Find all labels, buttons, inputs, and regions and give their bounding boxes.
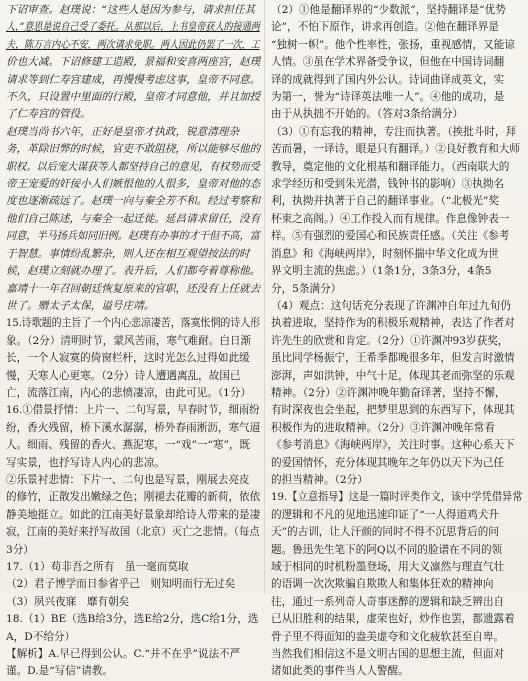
text-line: 静美地挺立。如此的江南美好景象却给诗人带来的是凄: [6, 508, 261, 521]
text-line: 15.诗歌题的主旨了一个内心悲凉凄苦，落寞怅惘的诗人形: [6, 317, 261, 330]
text-line: 18.（1）BE（选B给3分，选E给2分，选C给1分，选: [6, 613, 259, 626]
text-line: 题。鲁迅先生笔下的阿Q以不同的脸谱在不同的领: [271, 543, 503, 556]
text-line: 有时深夜也会坐起，把梦里思到的东西写下，体现其: [271, 404, 515, 417]
text-line: 许先生的欣赏和肯定。（2分）①许渊冲93岁获奖，: [271, 334, 509, 347]
text-line: 象。（2分）清明时节，蒙风苦雨，寒气难耐。白日渐: [6, 334, 252, 347]
text-line: 帝王宠爱的奸佞小人们嫉恨他的人很多，皇帝对他的态: [6, 178, 261, 191]
text-line: 执着进取，坚持作为的积极乐观精神，表达了作者对: [271, 317, 515, 330]
text-line: 于智慧。事情纷乱繁杂，则人还在相互观望按法的时: [6, 247, 250, 260]
text-line: 夫，陈万言内心不安，两次请求免职。两人因此仍罢了一次，工: [6, 38, 260, 51]
text-line: 下诏审查。赵璞说：“这些人是因为参与，请求担任其: [6, 4, 256, 16]
text-line: 求学经历和受到朱光潜，钱钟书的影响）③执拗名: [271, 178, 505, 191]
text-line: （4）观点：这句话充分表现了许渊冲自年过九旬仍: [271, 299, 511, 312]
column-divider: [264, 0, 265, 594]
text-line: 赵璞当尚书六年，正好是皇帝才执政，锐意清理杂: [6, 125, 240, 138]
text-line: 当然我们相信这不是文明古国的思想主流，但面对: [271, 648, 505, 661]
right-column: [271, 2, 523, 678]
left-column: [6, 2, 261, 678]
text-line: 16.①借景抒情：上片一、二句写景，早春时节，细雨纷: [6, 404, 260, 417]
text-line: （3）①有忘我的精神，专注而执著。（挨批斗时，拜: [271, 125, 517, 138]
text-line: 不久，只设置中里面的行殿，皇帝才同意他，并且加授: [6, 91, 261, 104]
text-line: 译的成就得到了国内外公认。诗词曲译成英文，实: [271, 73, 505, 86]
text-line: 利，执拗并执著于自己的翻译事业。（“北极光”奖: [271, 195, 499, 208]
text-line: 为第一，誉为“诗译英法唯一人”。④他的成功，是: [271, 91, 505, 104]
text-line: 分，5条满分）: [271, 282, 342, 295]
text-line: （3）夙兴夜寐 靡有朝矣: [6, 595, 130, 608]
text-line: 度也逐渐疏远了。赵璞一向与秦全芳不和。经过考察和: [6, 195, 261, 208]
text-line: 他们自己陈述，与秦全一起迁徙。延昌请求留任，没有: [6, 212, 261, 225]
text-line: 请求等到仁寿宫建成，再慢慢考虑这事，皇帝不同意。: [6, 73, 261, 86]
text-line: 杯束之高阁。）④工作投入而有规律。作息像钟表一: [271, 212, 510, 225]
text-line: 价也大减。下诏修建工造殿，景福和安喜两座宫，赵璞: [6, 56, 261, 69]
text-line: 世了。赠太子太保，谥号庄靖。: [6, 299, 155, 312]
text-line: 的担当精神。（2分）: [271, 473, 368, 486]
text-line: 3分）: [6, 543, 34, 556]
text-line: 澎湃，声如洪钟，中气十足，体现其老而弥坚的乐观: [271, 369, 515, 382]
text-line: 亡，流落江南，内心的悲愤凄凉，由此可见。（1分）: [6, 386, 252, 399]
text-line: 虽比同学杨振宁，王希季都晚很多年，但发言时激情: [271, 352, 515, 365]
text-line: 职权。以后宠大谋获等人都坚持自己的意见，有权势而受: [6, 160, 260, 173]
text-line: 嘉靖十一年召回朝廷恢复原来的官职，还没有上任就去: [6, 282, 261, 295]
text-line: 候，赵璞立刻就办理了。表升后，人们都夸着尊称他。: [6, 265, 261, 278]
text-line: 天”的古训，让人汗颜的同时不得不沉思背后的问: [271, 526, 499, 539]
text-line: 的逻辑和不凡的见地迅速印证了“一人得道鸡犬升: [271, 508, 499, 521]
text-line: 的修竹，正散发出嫩绿之色；刚褪去花瓣的新荷，依依: [6, 491, 261, 504]
text-line: 已从旧胜利的结果，虚荣也好，炒作也罢，都遗露着: [271, 613, 515, 626]
text-line: 苦而暑，一译诗，眼是只有翻译。）②良好教育和大师: [271, 143, 520, 156]
text-line: 谨。D.是“写信”请教。: [6, 665, 114, 678]
text-line: 教导，奠定他的文化根基和翻译能力。（西南联大的: [271, 160, 510, 173]
text-line: 长，一个人寂寞的倚窗栏杆，这时光怎么过得如此缓: [6, 352, 250, 365]
text-line: 【解析】A.早已得到公认。C.“并不在乎”说法不严: [6, 648, 241, 661]
text-line: 消息》和《海峡两岸》，时刻怀揣中华文化成为世: [271, 247, 499, 260]
text-line: 人情。③虽在学术界备受争议，但他在中国诗词翻: [271, 56, 505, 69]
text-line: 界文明主流的焦虑。）（1条1分，3条3分，4条5: [271, 265, 492, 278]
text-line: （2）①他是翻译界的“少数派”，坚持翻译是“优势: [271, 4, 506, 16]
text-line: 的爱国情怀，充分体现其晚年之年仍以天下为己任: [271, 456, 505, 469]
text-line: 寂，江南的美好来抒写故国（北京）灭亡之悲情。（每点: [6, 526, 260, 539]
text-line: 纷，香火残留，桥下溪水潺潺，桥外春雨淅沥，寒气逼: [6, 421, 261, 434]
text-line: 积极作为的进取精神。（2分）③许渊冲晚年常看: [271, 421, 495, 434]
text-line: 由于从执拙不开始的。（答对3条给满分）: [271, 108, 464, 121]
text-line: ②乐景衬悲情：下片一、二句也是写景，刚展去亮皮: [6, 473, 250, 486]
text-line: 人，”意思是说自己受了委托。从那以后，上书皇帝获人的接通两: [6, 21, 260, 34]
text-line: 《参考消息》《海峡两岸》，关注时事。这种心系天下: [271, 439, 515, 452]
text-line: 17.（1）苟非吾之所有 虽一毫而莫取: [6, 561, 189, 573]
text-line: 的语调一次次欺骗自欺欺人和集体狂欢的精神向: [271, 578, 494, 591]
text-line: 往，通过一系列奇人奇事迷醉的逻辑和缺乏辨出自: [271, 595, 505, 608]
text-line: A，D不给分）: [6, 630, 76, 643]
text-line: 骨子里不得面知的盎美虚夸和文化疲软甚至自卑。: [271, 630, 505, 643]
text-line: 同意，半马扬兵如同旧例。赵璞有办事的才干但不高，富: [6, 230, 260, 243]
text-line: 写实景，也抒写诗人内心的悲凉。: [6, 456, 165, 469]
text-line: 域于相同的时机粉墨登场，用大义凛然与理直气壮: [271, 561, 505, 573]
text-line: 慢，天寒人心更寒。（2分）诗人遭遇离乱，故国已: [6, 369, 241, 382]
text-line: 样。⑤有强烈的爱国心和民族责任感。（关注《参考: [271, 230, 510, 243]
text-line: 务，革除旧弊的时候，官吏不敢阻挠，所以能够尽他的: [6, 143, 261, 156]
text-line: 19.【立意指导】这是一篇时评类作文，该中学凭借异常: [271, 491, 523, 504]
text-line: 精神。（2分）②许渊冲晚年勤奋译著，坚持不懈，: [271, 386, 506, 399]
text-line: 了仁寿宫的管役。: [6, 108, 91, 121]
text-line: 诸如此类的事件当人人警醒。: [271, 665, 409, 678]
text-line: 人。细雨、残留的香火、燕泥寒，一“戏”一“寒”，既: [6, 439, 251, 452]
text-line: （2）君子博学而日参省乎己 则知明而行无过矣: [6, 578, 236, 591]
text-line: “独树一帜”。他个性率性，张扬，重视感情，又能谅: [271, 38, 515, 51]
text-line: 论”，不怕下原作，讲求再创造。②他在翻译界是: [271, 21, 499, 34]
